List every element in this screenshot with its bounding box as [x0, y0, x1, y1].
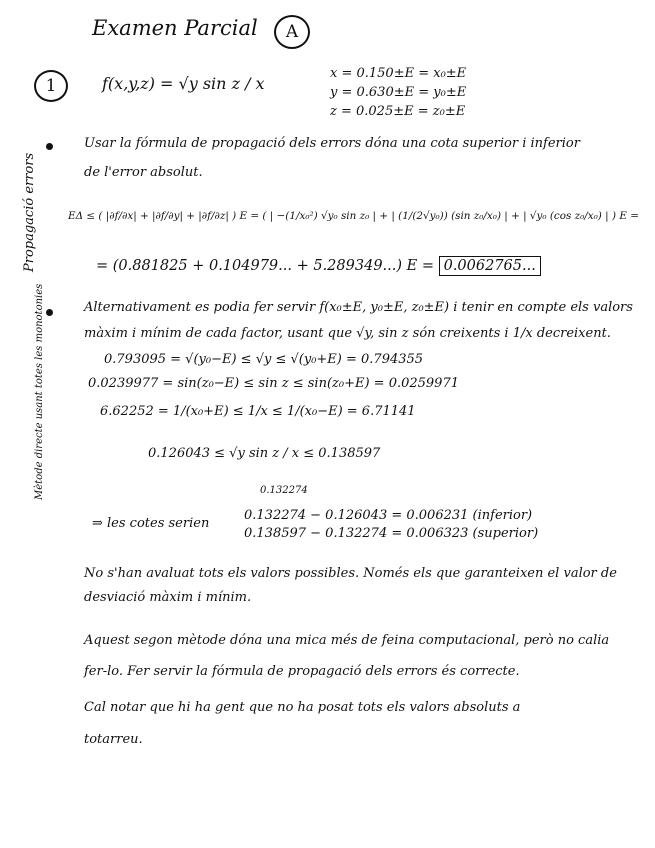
error-propagation-result — [96, 258, 541, 274]
bound-sqrt-y: 0.793095 = √(y₀−E) ≤ √y ≤ √(y₀+E) = 0.794355 — [104, 352, 424, 367]
given-x: x = 0.150±E = x₀±E — [330, 66, 467, 81]
bound-inferior: 0.132274 − 0.126043 = 0.006231 (inferior) — [244, 508, 533, 523]
bullet-section-2 — [46, 309, 53, 316]
bounds-prefix: ⇒ les cotes serien — [92, 516, 210, 531]
problem-number-badge — [34, 70, 68, 102]
section1-intro-line2: de l'error absolut. — [84, 165, 203, 180]
error-propagation-formula: EΔ ≤ ( |∂f/∂x| + |∂f/∂y| + |∂f/∂z| ) E = ( | −(1/x₀²) √y₀ sin z₀ | + | (1/(2√y₀)) (sin z₀/x₀) | + | √y₀ (cos z₀/x₀) | ) E = — [68, 210, 639, 222]
function-definition: f(x,y,z) = √y sin z / x — [102, 74, 265, 93]
problem-number: 1 — [45, 76, 57, 96]
note-line2: desviació màxim i mínim. — [84, 590, 252, 605]
product-bound: 0.126043 ≤ √y sin z / x ≤ 0.138597 — [148, 446, 381, 461]
given-y: y = 0.630±E = y₀±E — [330, 85, 467, 100]
side-label-error-propagation: Propagació errors — [22, 152, 37, 272]
feedback-line2: fer-lo. Fer servir la fórmula de propagació dels errors és correcte. — [84, 664, 520, 679]
side-label-direct-method: Mètode directe usant totes les monotonies — [34, 283, 45, 500]
section2-line2: màxim i mínim de cada factor, usant que √y, sin z són creixents i 1/x decreixent. — [84, 326, 611, 341]
feedback-line3: Cal notar que hi ha gent que no ha posat tots els valors absoluts a — [84, 700, 521, 715]
section1-intro-line1: Usar la fórmula de propagació dels errors dóna una cota superior i inferior — [84, 136, 580, 151]
given-z: z = 0.025±E = z₀±E — [330, 104, 466, 119]
result-prefix: = (0.881825 + 0.104979... + 5.289349...) E = — [96, 258, 434, 274]
feedback-line4: totarreu. — [84, 732, 143, 747]
section2-line1: Alternativament es podia fer servir f(x₀±E, y₀±E, z₀±E) i tenir en compte els valors — [84, 300, 633, 315]
note-line1: No s'han avaluat tots els valors possibles. Només els que garanteixen el valor de — [84, 566, 617, 581]
bound-superior: 0.138597 − 0.132274 = 0.006323 (superior) — [244, 526, 539, 541]
exam-title: Examen Parcial — [92, 16, 258, 40]
exam-variant-badge — [274, 15, 310, 49]
product-value: 0.132274 — [260, 485, 308, 496]
bullet-section-1 — [46, 143, 53, 150]
bound-inverse-x: 6.62252 = 1/(x₀+E) ≤ 1/x ≤ 1/(x₀−E) = 6.71141 — [100, 404, 416, 419]
bound-sin-z: 0.0239977 = sin(z₀−E) ≤ sin z ≤ sin(z₀+E) = 0.0259971 — [88, 376, 459, 391]
exam-variant-label: A — [285, 22, 299, 42]
boxed-result: 0.0062765... — [439, 256, 541, 276]
feedback-line1: Aquest segon mètode dóna una mica més de feina computacional, però no calia — [84, 633, 610, 648]
